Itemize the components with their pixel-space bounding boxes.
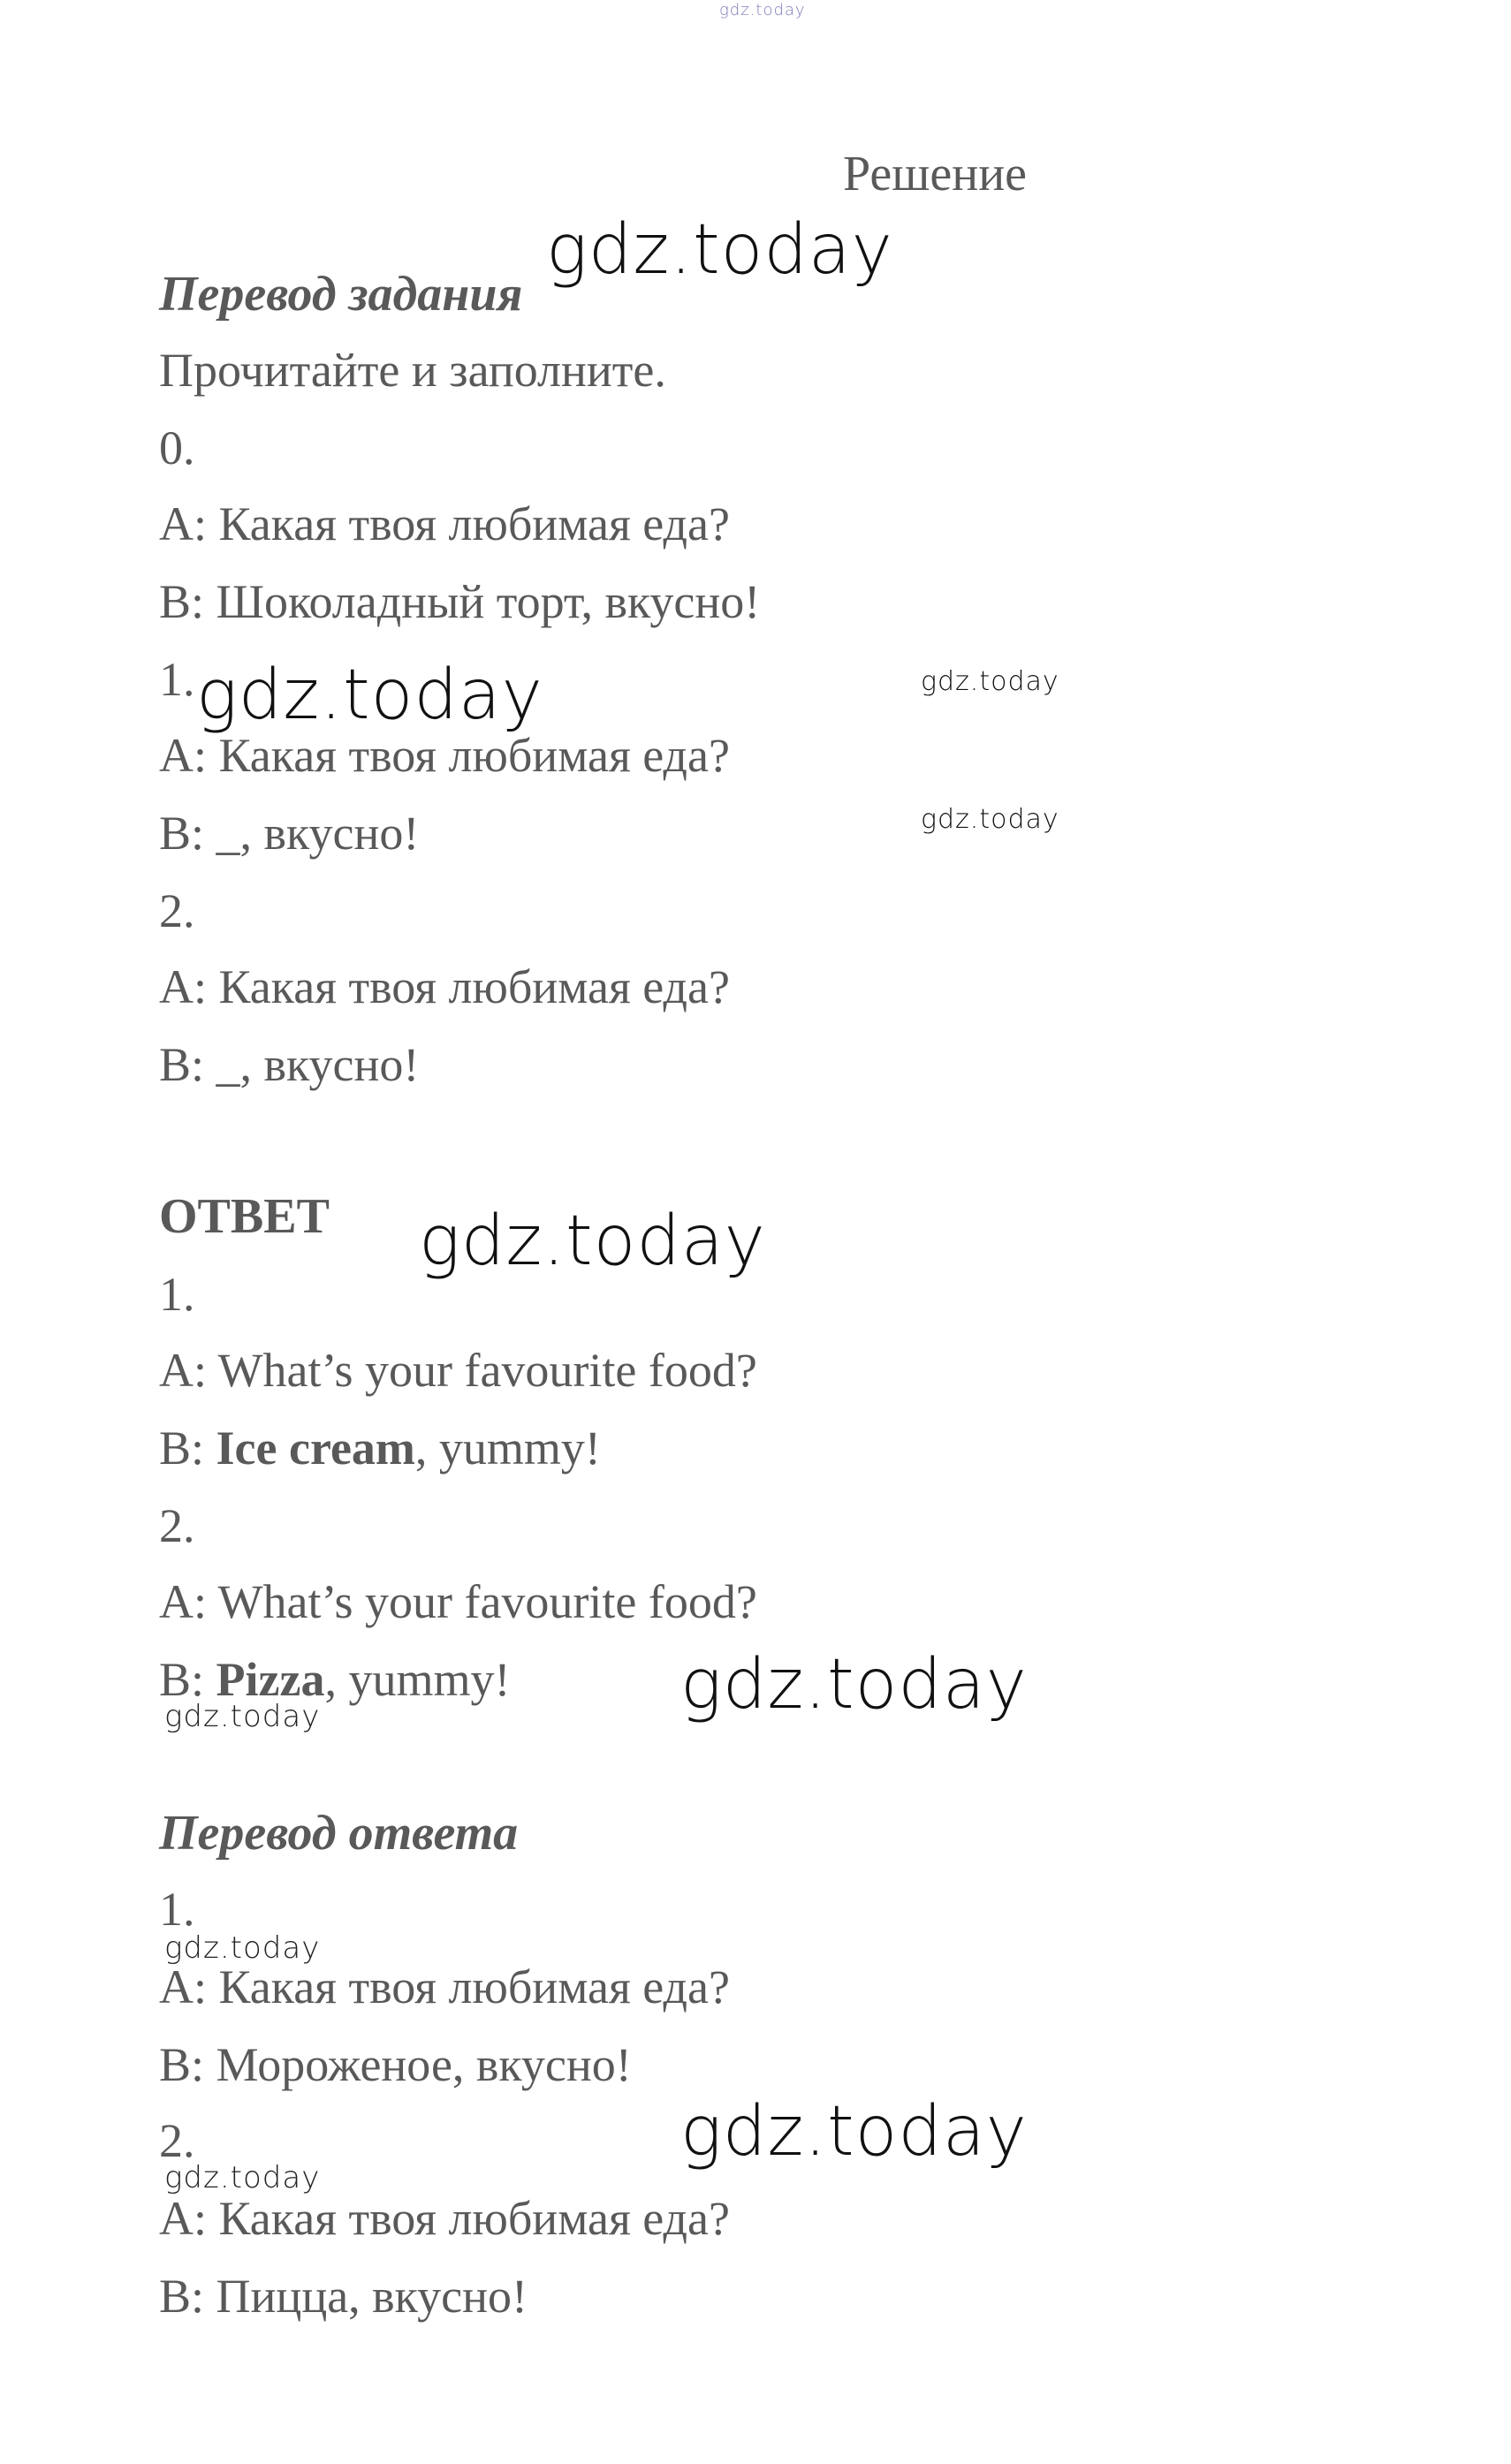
watermark-large-1: gdz.today xyxy=(546,210,893,290)
answer-translation-item-2-reply: B: Пицца, вкусно! xyxy=(159,2270,528,2323)
answer-translation-item-1-question: A: Какая твоя любимая еда? xyxy=(159,1960,730,2013)
watermark-small-5: gdz.today xyxy=(164,2160,321,2195)
answer-translation-heading: Перевод ответа xyxy=(159,1806,519,1861)
answer-item-1-reply-answer: Ice cream xyxy=(216,1422,415,1475)
answer-translation-item-2-number: 2. xyxy=(159,2114,195,2167)
answer-translation-item-1-reply: B: Мороженое, вкусно! xyxy=(159,2038,632,2091)
task-item-2-reply: B: _, вкусно! xyxy=(159,1038,420,1091)
task-item-1-reply: B: _, вкусно! xyxy=(159,807,420,860)
page-title: Решение xyxy=(843,147,1028,201)
task-item-0-number: 0. xyxy=(159,421,195,474)
task-item-2-question: A: Какая твоя любимая еда? xyxy=(159,960,730,1013)
answer-translation-item-1-number: 1. xyxy=(159,1883,195,1936)
watermark-top: gdz.today xyxy=(719,1,806,19)
answer-item-1-reply-prefix: B: xyxy=(159,1422,216,1475)
answer-item-2-reply-answer: Pizza xyxy=(216,1653,325,1706)
answer-item-1-number: 1. xyxy=(159,1268,195,1321)
answer-item-1-reply-suffix: , yummy! xyxy=(414,1422,601,1475)
watermark-small-1: gdz.today xyxy=(921,666,1059,697)
answer-heading: ОТВЕТ xyxy=(159,1189,330,1244)
watermark-small-4: gdz.today xyxy=(164,1930,321,1966)
task-item-1-number: 1. xyxy=(159,653,195,706)
task-instruction: Прочитайте и заполните. xyxy=(159,344,666,397)
answer-item-2-question: A: What’s your favourite food? xyxy=(159,1575,757,1628)
task-item-0-reply: B: Шоколадный торт, вкусно! xyxy=(159,575,761,628)
watermark-large-5: gdz.today xyxy=(680,2092,1028,2172)
watermark-large-4: gdz.today xyxy=(680,1645,1028,1725)
watermark-large-3: gdz.today xyxy=(419,1202,766,1281)
answer-item-1-reply xyxy=(159,1421,601,1475)
answer-item-2-reply-prefix: B: xyxy=(159,1653,216,1706)
answer-item-2-number: 2. xyxy=(159,1499,195,1552)
task-item-0-question: A: Какая твоя любимая еда? xyxy=(159,497,730,550)
watermark-large-2: gdz.today xyxy=(196,656,543,735)
answer-item-2-reply-suffix: , yummy! xyxy=(324,1653,511,1706)
watermark-small-2: gdz.today xyxy=(921,804,1059,835)
answer-translation-item-2-question: A: Какая твоя любимая еда? xyxy=(159,2192,730,2245)
task-item-1-question: A: Какая твоя любимая еда? xyxy=(159,729,730,782)
task-item-2-number: 2. xyxy=(159,884,195,937)
watermark-small-3: gdz.today xyxy=(164,1699,321,1734)
task-translation-heading: Перевод задания xyxy=(159,267,523,322)
answer-item-1-question: A: What’s your favourite food? xyxy=(159,1344,757,1397)
